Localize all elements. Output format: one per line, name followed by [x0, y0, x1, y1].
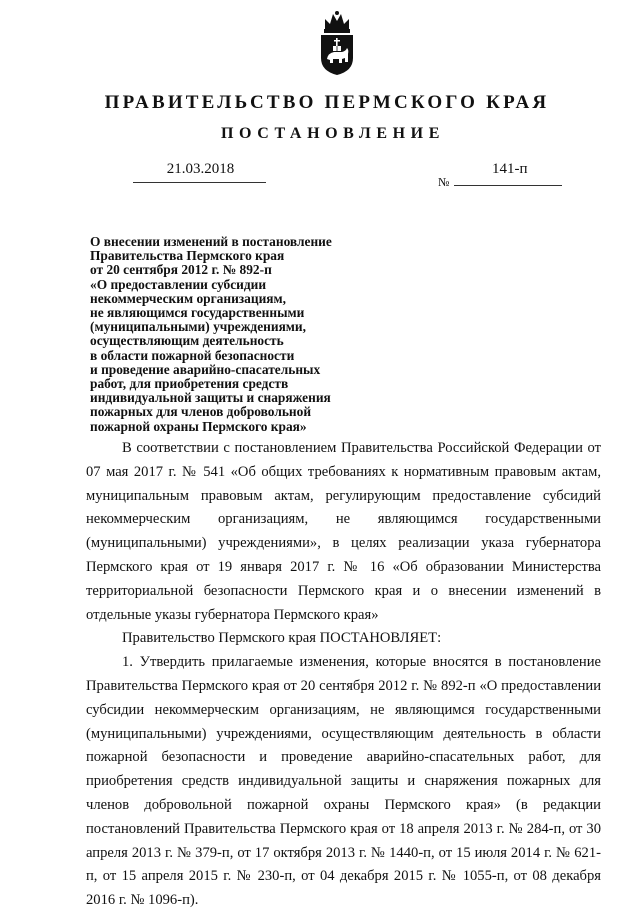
date-field	[133, 161, 268, 183]
resolves-paragraph: Правительство Пермского края ПОСТАНОВЛЯЕТ:	[122, 630, 442, 647]
date-underline	[133, 182, 266, 183]
subject-line: в области пожарной безопасности	[90, 347, 295, 363]
subject-line: пожарной охраны Пермского края»	[90, 418, 307, 434]
document-date: 21.03.2018	[166, 161, 235, 177]
subject-line: О внесении изменений в постановление	[90, 234, 332, 249]
subject-line: пожарных для членов добровольной	[90, 404, 312, 420]
document-body	[86, 437, 601, 913]
subject-line: некоммерческим организациям,	[90, 290, 287, 306]
number-sign: №	[438, 175, 450, 189]
perm-krai-coat-of-arms-icon	[318, 10, 356, 76]
number-underline	[454, 185, 562, 186]
subject-line: «О предоставлении субсидии	[90, 276, 267, 292]
subject-line: не являющимся государственными	[90, 305, 305, 321]
subject-line: работ, для приобретения средств	[90, 376, 289, 392]
subject-line: от 20 сентября 2012 г. № 892-п	[90, 262, 272, 278]
government-title: ПРАВИТЕЛЬСТВО ПЕРМСКОГО КРАЯ	[104, 92, 550, 113]
preamble-paragraph: В соответствии с постановлением Правительства Российской Федерации от 07 мая 2017 г. № 541 «Об общих требованиях к нормативным правовым актам, муниципальным правовым актам, регулирующим предоставление субсидий некоммерческим организациям, не являющимся государственными (муниципальными) учреждениями», в целях реализации указа губернатора Пермского края от 19 января 2017 г. № 16 «Об образовании Министерства территориальной безопасности Пермского края и о внесении изменений в отдельные указы губернатора Пермского края»	[86, 440, 601, 623]
subject-line: (муниципальными) учреждениями,	[90, 319, 306, 335]
subject-line: индивидуальной защиты и снаряжения	[90, 390, 331, 406]
subject-line: и проведение аварийно-спасательных	[90, 361, 321, 377]
subject-line: осуществляющим деятельность	[90, 333, 284, 349]
document-number: 141-п	[492, 161, 528, 177]
item-1-paragraph: 1. Утвердить прилагаемые изменения, которые вносятся в постановление Правительства Пермского края от 20 сентября 2012 г. № 892-п «О предоставлении субсидии некоммерческим организациям, не являющимся государственными (муниципальными) учреждениями, осуществляющим деятельность в области пожарной безопасности и проведение аварийно-спасательных работ, для приобретения средств индивидуальной защиты и снаряжения пожарных для членов добровольной пожарной охраны Пермского края» (в редакции постановлений Правительства Пермского края от 18 апреля 2013 г. № 284-п, от 30 апреля 2013 г. № 379-п, от 17 октября 2013 г. № 1440-п, от 15 июля 2014 г. № 621-п, от 15 апреля 2015 г. № 230-п, от 04 декабря 2015 г. № 1055-п, от 08 декабря 2016 г. № 1096-п).	[86, 654, 601, 909]
subject-line: Правительства Пермского края	[90, 248, 285, 264]
document-subject	[90, 235, 390, 434]
document-type: ПОСТАНОВЛЕНИЕ	[221, 125, 445, 142]
